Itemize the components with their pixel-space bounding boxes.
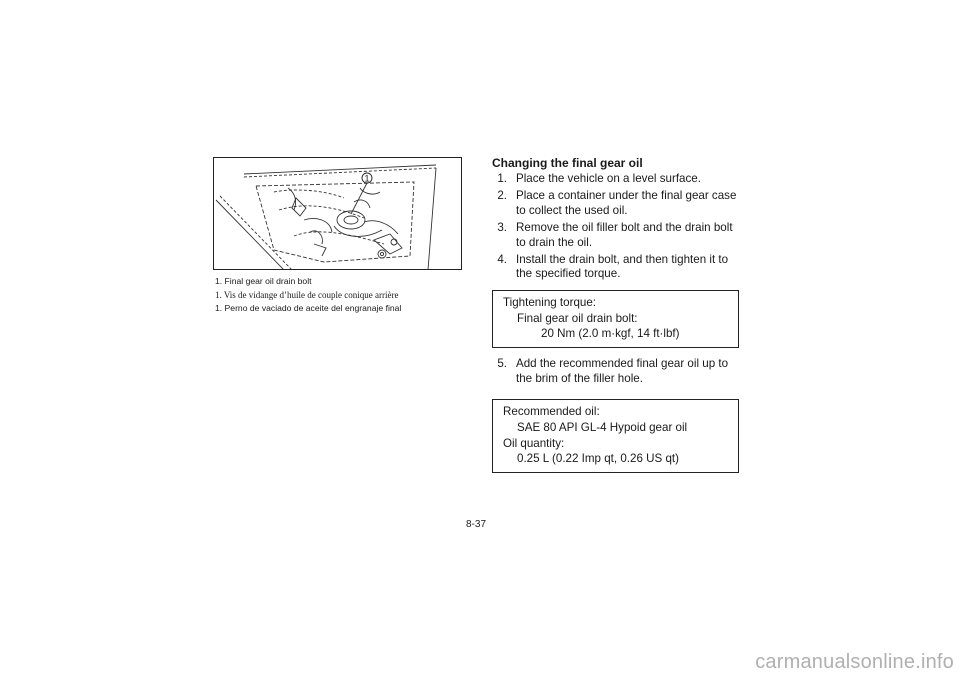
- oil-type: SAE 80 API GL-4 Hypoid gear oil: [517, 420, 688, 434]
- quantity-heading: Oil quantity:: [503, 436, 565, 450]
- oil-quantity: 0.25 L (0.22 Imp qt, 0.26 US qt): [517, 452, 679, 466]
- step-number: 3.: [497, 221, 507, 235]
- step-text: Remove the oil filler bolt and the drain bolt to drain the oil.: [516, 221, 733, 249]
- drain-bolt-illustration: [213, 157, 462, 270]
- gear-case-drawing: [214, 158, 462, 270]
- oil-spec-box: [492, 399, 739, 473]
- step-item: [492, 221, 740, 250]
- step-number: 4.: [497, 253, 507, 267]
- step-number: 5.: [497, 357, 507, 371]
- procedure-column: [492, 156, 740, 473]
- step-item: [492, 357, 740, 386]
- torque-value: 20 Nm (2.0 m·kgf, 14 ft·lbf): [541, 327, 680, 341]
- page-number: 8-37: [466, 519, 487, 530]
- caption-french: 1. Vis de vidange d’huile de couple conique arrière: [215, 290, 399, 300]
- step-text: Add the recommended final gear oil up to the brim of the filler hole.: [516, 357, 729, 385]
- step-text: Place a container under the final gear case to collect the used oil.: [516, 189, 737, 217]
- caption-spanish: 1. Perno de vaciado de aceite del engranaje final: [215, 303, 402, 313]
- torque-heading: Tightening torque:: [503, 295, 597, 309]
- caption-english: 1. Final gear oil drain bolt: [215, 276, 312, 286]
- step-item: [492, 253, 740, 282]
- callout-number: 1: [364, 173, 370, 184]
- step-text: Install the drain bolt, and then tighten it to the specified torque.: [516, 253, 729, 281]
- step-item: [492, 172, 740, 186]
- torque-spec-box: [492, 290, 739, 348]
- section-title: Changing the final gear oil: [492, 156, 643, 170]
- watermark-text: carmanualsonline.info: [755, 651, 954, 673]
- oil-heading: Recommended oil:: [503, 405, 600, 419]
- step-number: 2.: [497, 189, 507, 203]
- step-item: [492, 189, 740, 218]
- step-text: Place the vehicle on a level surface.: [516, 172, 701, 185]
- torque-item: Final gear oil drain bolt:: [517, 311, 638, 325]
- step-number: 1.: [497, 172, 507, 185]
